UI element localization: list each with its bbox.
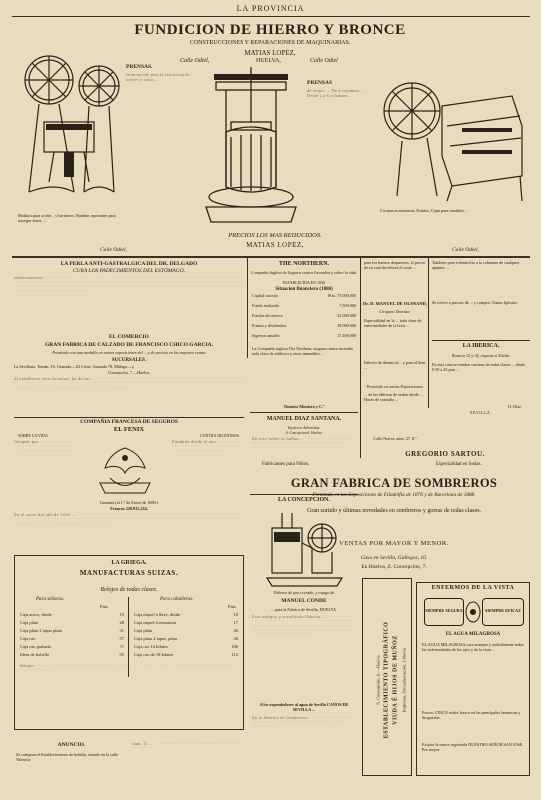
- financial-table: [252, 294, 356, 344]
- la-griega-title: LA GRIEGA.: [111, 560, 147, 566]
- perla-body: Medicamentos · · · · · · · · · · · · · · · · · · · · · · · · · · · · · · · · · · · · · · · · · · · · · · · · · · · · · · · · · · · · · · · · · · · · · · · · · · · · · · · · · · · · · · · · · · · · · · · · · · · · · · · · · · · · · · · · · · · · · · · · · · · · · · · · · · · · · · · · · · · · · · · · · · · · · · · · · · · · · · · · · · · · · · · · · · · · · · · · · · · · · · · · · · · · · · · · · · · · · · · · · · · · · · · · · · · · · · · · · · · · · · · · · · · · · · · · · · · · · · · · · · · · · · · · · · · · · · · · · · · · · · · · · · · · · · · · · ·: [14, 276, 244, 293]
- perla-subtitle: CURA LOS PADECIMIENTOS DEL ESTÓMAGO.: [72, 268, 186, 274]
- prensa-illustration: [196, 62, 306, 227]
- el-fenix: EL FENIX: [113, 426, 145, 433]
- badge-left-text: SIEMPRE SEGURA: [425, 608, 463, 613]
- fenix-right-text: Fundada desde el año · · · · · · · · · · · · · · · · · · · · · · · · · · · · · · · · · · · · · · · · · · · · · · · · · · · · · · · · · ·: [172, 440, 244, 453]
- reloj-name: Caja plata 2 tapas plata: [20, 628, 62, 633]
- addresses-1: La Sevillana, Tetuán, 10, Granada.—El Cisne, Granada 78, Málaga.—y: [14, 364, 134, 369]
- concepcion-tail: A los expendedores al agua de Sevilla CAÑOS DE SEVILLA ...: [259, 702, 349, 712]
- reloj-row: [20, 612, 124, 620]
- calle-nueva: Calle Nueva, núm. 27, 8.º: [373, 436, 417, 441]
- right-caption: Cocinas económicas, Estufas, Cajas para caudales ...: [380, 208, 469, 213]
- reloj-price: 112: [231, 652, 238, 657]
- enfermos-body-1: EL AGUA MILAGROSA cura siempre y radicalmente todas las enfermedades de los ojos y de la vista ...: [422, 642, 524, 652]
- reloj-price: 100: [231, 644, 238, 649]
- fundicion-subtitle: CONSTRUCCIONES Y REPARACIONES DE MAQUINARIAS.: [189, 40, 351, 46]
- enfermos-title: ENFERMOS DE LA VISTA: [431, 585, 515, 591]
- manuel-diaz-title: MANUEL DIAZ SANTANA.: [266, 416, 342, 422]
- fundicion-address-left: Calle Odiel,: [180, 58, 210, 64]
- compania-rule: [14, 417, 244, 418]
- francos: Francos 220.815.224.: [110, 506, 148, 511]
- establecimiento-vertical-4: Imprenta, Encuadernación, Librería: [401, 647, 407, 713]
- especialidad: Especialidad en la ... toda clase de enfermedades de la boca ...: [364, 318, 422, 328]
- iberica-title: LA IBERICA.: [462, 343, 500, 349]
- la-griega-footer: Relojes · · · · · · · · · · · · · · · · · · · · · · · · · · · · · · · · · · · · · · · · · · · · · · · · · · · · · · · · · · · · · · · · · · · · · · · · · · · · · · · · · · · · · · ·: [20, 664, 236, 673]
- reloj-row: [20, 652, 124, 660]
- center-owner: MATIAS LOPEZ,: [246, 241, 304, 249]
- para-senora: Para señoras.: [36, 597, 65, 602]
- masthead: LA PROVINCIA: [236, 4, 305, 13]
- reloj-name: Caja oro de 18 kilates: [134, 652, 174, 657]
- reloj-price: 28: [119, 620, 124, 625]
- anuncio-right-text: núm. 11 ... · · · · · · · · · · · · · · · · · · · · · · · · · · · · · · · · · · · · · · ·: [132, 742, 243, 751]
- reloj-price: 17: [233, 620, 238, 625]
- aviso: ... de las fábricas de vidrio desde ... Horas de consulta ...: [364, 392, 423, 402]
- iberica-rule: [432, 340, 530, 341]
- financial-label: Fondos de reserva: [252, 313, 283, 318]
- concepcion-machine-illustration: [262, 508, 346, 588]
- fundicion-owner: MATIAS LOPEZ,: [244, 49, 296, 57]
- enfermos-body-2: Precio, CINCO reales frasco en las principales farmacias y droguerías.: [422, 710, 521, 720]
- conde-body: Esta antigua y acreditada Fábrica ... · · · · · · · · · · · · · · · · · · · · · · · · · · · · · · · · · · · · · · · · · · · · · · · · · · · · · · · · · · · · · · · · · · · · · · · · · · · · · · · · · · · · · · · · · · · · · · · · · · · · · · · · · · · · · · · · · · · · · · · · · · · · · · · · · · · · · · · · · · · · · · · · · · · · · · ·: [252, 615, 356, 637]
- reloj-name: Caja plata: [134, 628, 153, 633]
- price-header-left: Ptas.: [100, 604, 109, 609]
- northern-situacion: Situacion financiera (1886): [275, 287, 333, 292]
- reloj-name: Caja plata: [20, 620, 39, 625]
- reloj-row: [20, 628, 124, 636]
- conde-text: ... para la Fabrica de Sevilla, HUELVA.: [270, 607, 338, 612]
- fundicion-address-right: Calle Odiel: [310, 58, 338, 64]
- fabrica-conde: Fábrica de paz cerrado, y espiga de: [273, 590, 335, 595]
- establecimiento-vertical-1: ESTABLECIMIENTO TIPOGRÁFICO: [383, 621, 390, 739]
- badge-left: [424, 598, 464, 626]
- reloj-name: Caja oro: [20, 636, 36, 641]
- manuel-diaz-sub: Tapicero Adornista.: [287, 425, 321, 430]
- left-caption: Molinos para aceite... y harineros. Bombas aspirantes para trasegar vinos. ...: [18, 213, 116, 223]
- financial-value: Ptas. 75.000.000: [328, 293, 356, 298]
- cocina-illustration: [372, 66, 532, 206]
- prensas-heading: PRENSAS.: [126, 64, 153, 70]
- col3-header: para los buenos dispuestos, el precio de su cual devolverá el coste ...: [364, 260, 426, 270]
- iberica-body: En esta casa se venden cortinas de todas clases ... desde 0.50 a 25 ptas ...: [432, 362, 526, 372]
- financial-label: Ingresos anuales: [252, 333, 280, 338]
- iberica-footer: SEVILLA.: [470, 410, 492, 415]
- compania-title: COMPAÑIA FRANCESA DE SEGUROS: [80, 419, 178, 425]
- enfermos-body-3: Exijase la marca registrada NUESTRO SEÑOR SAN JOSE. Por mayor: [422, 742, 524, 752]
- ad-bottom-rule: [12, 256, 530, 258]
- establecimiento-vertical-2: VIUDA É HIJOS DE MUÑOZ: [392, 635, 399, 725]
- financial-label: Capital suscrito: [252, 293, 279, 298]
- col4-ofrece: Se ofrece a precios de ... y compra. Tomas Iglesias.: [432, 300, 518, 305]
- reloj-price: 36: [233, 636, 238, 641]
- reloj-price: 19: [119, 612, 124, 617]
- reloj-price: 57: [119, 636, 124, 641]
- comercio-title: EL COMERCIO: [109, 334, 149, 340]
- reloj-name: Idem de bolsillo: [20, 652, 50, 657]
- reloj-price: 10: [233, 612, 238, 617]
- sombreros-surtido: Gran surtido y últimas novedades en sombreros y gorras de todas clases.: [307, 508, 481, 514]
- reloj-price: 71: [119, 644, 124, 649]
- fenix-body: En el curso del año de 1880 ... · · · · · · · · · · · · · · · · · · · · · · · · · · · · · · · · · · · · · · · · · · · · · · · · · · · · · · · · · · · · · · · · · · · · · · · · · · · · · · · · · · · · · · · · · · · · · · · · · · · · · · · · · · · · · · · · · · · · · · · · · · · · · · · · · · · · · · · · · · · · · · · · · · · · · · · · · · · · · · · · · · · · · · · · · · · · · · · · · · · · · · · · ·: [14, 513, 244, 526]
- anuncio-title: ANUNCIO.: [57, 742, 86, 748]
- sanatorio: Premiado en varias Exposiciones.: [366, 384, 424, 389]
- right-footer: Calle Odiel,: [452, 247, 479, 253]
- prensas-right-heading: PRENSAS: [307, 80, 333, 86]
- sombreros-premiada: Premiada en las Exposiciones de Filadelfia de 1876 y de Barcelona de 1888.: [312, 492, 476, 498]
- left-footer: Calle Odiel,: [100, 247, 127, 253]
- fundicion-city: HUELVA,: [256, 58, 281, 64]
- gregorio-sartou: GREGORIO SARTOU.: [405, 450, 485, 458]
- financial-value: 7.500.000: [339, 303, 356, 308]
- fenix-bird-illustration: [80, 438, 170, 500]
- reloj-row: [134, 652, 238, 660]
- prensas-right-text: de orujos, ... De 4 columnas ... Desde 2 á 8 columnas ...: [307, 88, 365, 98]
- reloj-row: [134, 628, 238, 636]
- northern-agent: Timoteo Montero y C.º: [283, 404, 325, 409]
- northern-body: La Compañía inglesa The Northern, asegura contra incendio toda clase de edificios y otros inmuebles ...: [252, 346, 354, 356]
- col-sep-1a: [247, 258, 248, 358]
- reloj-price: 31: [119, 628, 124, 633]
- col4-top: Tambien para á domicilio a la cobranza de cualquier apuntes ...: [432, 260, 520, 270]
- garantia: Garantía (al 1.º de Enero de 1880.): [99, 500, 159, 505]
- precios-reducidos: PRECIOS LOS MAS REDUCIDOS.: [228, 232, 322, 239]
- financial-label: Primas y dividendos: [252, 323, 287, 328]
- manuel-diaz-addr: S. Concepcion 6. Huelva.: [285, 431, 323, 435]
- reloj-row: [134, 644, 238, 652]
- anuncio-text: Se compran el Establecimiento de bebidas situado en la calle Valencia: [16, 752, 118, 762]
- reloj-name: Caja plata 2 tapas, plata: [134, 636, 177, 641]
- reloj-row: [20, 620, 124, 628]
- sobre-la-vida: SOBRE LA VIDA.: [18, 433, 49, 438]
- reloj-name: Caja oro grabado: [20, 644, 51, 649]
- col-sep-2: [360, 258, 361, 458]
- fenix-left-text: Dirigido por · · · · · · · · · · · · · · · · · · · · · · · · · · · · · · · · · · · · · · · · · · · · · · · · · · · · · · · · · · ·: [14, 440, 74, 457]
- badge-right: [482, 598, 524, 626]
- gran-fabrica-title: GRAN FABRICA DE CALZADO DE FRANCISCO CHICO GARCIA.: [45, 342, 213, 348]
- manuel-diaz-body: En este taller se hallan ... · · · · · · · · · · · · · · · · · · · · · · · · · · · · · · · · · · · · · · · · · · · · · · · · · · · · · · · · · · · · · · · · · · · · · · · · · · · · · · · · · · · · · · · · · · · ·: [252, 437, 356, 450]
- financial-value: 52.000.000: [337, 313, 356, 318]
- badge-right-text: SIEMPRE EFICAZ: [485, 608, 521, 613]
- dientes: Fabrica de dientes al... y para el bien ...: [364, 360, 426, 370]
- especialidad-sedas: Especialidad en Sedas.: [436, 462, 482, 467]
- relojes-right-list: [134, 612, 238, 660]
- col-sep-3: [428, 258, 429, 408]
- price-header-right: Ptas.: [228, 604, 237, 609]
- reloj-row: [20, 644, 124, 652]
- reloj-price: 26: [233, 628, 238, 633]
- contra-incendios: CONTRA INCENDIOS.: [200, 433, 240, 438]
- northern-rule: [250, 412, 358, 413]
- reloj-name: Caja acero, desde: [20, 612, 52, 617]
- reloj-price: 95: [119, 652, 124, 657]
- reloj-row: [134, 612, 238, 620]
- relojes-heading: Relojes de todas clases.: [100, 587, 158, 593]
- iberica-sign: D. Diaz.: [508, 404, 523, 409]
- sombreros-title: GRAN FABRICA DE SOMBREROS: [290, 476, 498, 490]
- financial-value: 18.000.000: [337, 323, 356, 328]
- concepcion-title: LA CONCEPCION.: [277, 497, 330, 503]
- financial-row: [252, 334, 356, 344]
- addresses-2: Concepción, 7.—Huelva.: [107, 370, 151, 375]
- para-caballero: Para caballeros.: [160, 597, 194, 602]
- agua-milagrosa: EL AGUA MILAGROSA: [445, 632, 501, 637]
- northern-establecida: ESTABLECIDA EN 1836: [282, 280, 326, 285]
- sombreros-sucursal: En Huelva, Z. Concepción, 7.: [361, 564, 427, 570]
- reloj-name: Caja níquel á llave, desde: [134, 612, 181, 617]
- reloj-row: [20, 636, 124, 644]
- prensas-text: Gran surtido para la extraccion de aceites y vinos, ...: [126, 72, 190, 82]
- perla-title: LA PERLA ANTI-GASTRALGICA DEL DR. DELGADO: [60, 261, 198, 267]
- sucursales: SUCURSALES.: [111, 358, 147, 363]
- cirujano: Cirujano Dentista.: [379, 309, 411, 314]
- molino-illustration: [14, 42, 124, 212]
- northern-sub: Compañía Inglesa de Seguros contra Incendios y sobre la vida.: [250, 270, 358, 275]
- calzado-body: Al establecer esta Sucursal, ha de ser ... · · · · · · · · · · · · · · · · · · · · · · · · · · · · · · · · · · · · · · · · · · · · · · · · · · · · · · · · · · · · · · · · · · · · · · · · · · · · · · · · · · · · · · · · · · · · · · · · · · · · · · · · · · · · · · · · · · · · · · · · · · · · · · · · · · · · · · · · · · · · · · · · · · · · · · · · · · · · · · · · · · · · · · · · · · · · · · · · · · · · · · · · · ·: [14, 377, 244, 390]
- masthead-rule: [12, 16, 530, 17]
- reloj-name: Caja níquel á remontoir: [134, 620, 177, 625]
- reloj-name: Caja oro 14 kilates: [134, 644, 168, 649]
- gran-fabrica-sub: Premiada con una medalla en varias exposiciones del ... y de precios en las mayores ventas: [52, 350, 206, 355]
- sombreros-casa: Casa en Sevilla, Gallegos, 10.: [360, 555, 428, 561]
- eye-emblem-icon: [465, 598, 481, 626]
- manuel-conde: MANUEL CONDE: [281, 598, 327, 604]
- establecimiento-vertical-3: S. Concepción, 6.—Huelva: [375, 655, 381, 705]
- reloj-row: [134, 636, 238, 644]
- iberica-addr: Rosario 32 y 34, esquina á Toledo.: [451, 353, 511, 358]
- fabricante-ninos: Fabricantes para Niños.: [262, 462, 310, 467]
- northern-title: THE NORTHERN.: [278, 261, 330, 267]
- financial-label: Fondo realizado: [252, 303, 280, 308]
- concepcion-body: En la Fábrica de Sombreros · · · · · · · · · · · · · · · · · · · · · · · · · · · · · · · · · · · · · · · · · · · · · · · · · · · · · · · · · · · · · · · · ·: [252, 716, 356, 729]
- reloj-row: [134, 620, 238, 628]
- financial-value: 17.469.000: [337, 333, 356, 338]
- relojes-left-list: [20, 612, 124, 660]
- manufacturas: MANUFACTURAS SUIZAS.: [79, 569, 179, 577]
- sombreros-ventas: VENTAS POR MAYOR Y MENOR.: [339, 540, 449, 547]
- olsend-name: Dr. D. MANUEL DE OLSNAND,: [363, 301, 427, 306]
- fundicion-title: FUNDICION DE HIERRO Y BRONCE: [134, 22, 406, 38]
